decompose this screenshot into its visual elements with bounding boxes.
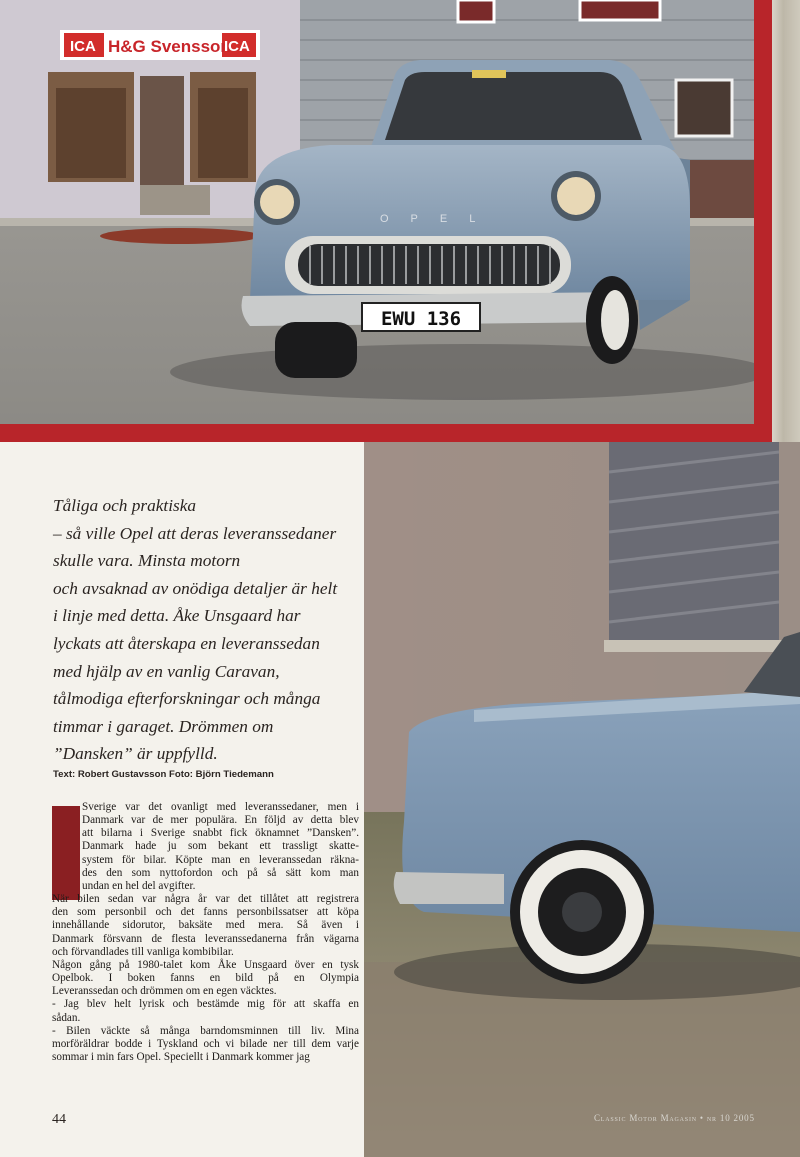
lead-line: i linje med detta. Åke Unsgaard har [53, 606, 301, 626]
body-line: Opelbok. I boken fanns en bild på en Olympia [52, 972, 359, 985]
shop-logo-left: ICA [70, 38, 96, 55]
body-line: Danmark var de mer populära. En följd av detta blev [82, 814, 359, 827]
byline: Text: Robert Gustavsson Foto: Björn Tiedemann [53, 769, 274, 780]
lead-line: och avsaknad av onödiga detaljer är helt [53, 578, 338, 598]
lead-line: tålmodiga efterforskningar och många [53, 689, 321, 709]
shop-logo-right: ICA [224, 38, 250, 55]
lead-line: Tåliga och praktiska [53, 496, 197, 515]
body-line: Leveranssedan och drömmen om en egen väcktes. [52, 985, 277, 998]
body-line: morföräldrar bodde i Tyskland och vi bilade ner till dem varje [52, 1037, 359, 1050]
lead-line: ”Dansken” är uppfylld. [53, 744, 218, 764]
body-line: Danmark försvann de flesta leveranssedanerna från vägarna [52, 932, 359, 945]
body-line: När bilen sedan var några år var det tillåtet att registrera [52, 893, 359, 906]
body-line: att bilarna i Sverige snabbt fick öknamnet ”Dansken”. [82, 827, 359, 840]
opel-badge: OPEL [380, 213, 498, 225]
body-line: sommar i min fars Opel. Speciellt i Danmark kommer jag [52, 1050, 310, 1063]
body-line: - Jag blev helt lyrisk och bestämde mig för att skaffa en [52, 998, 359, 1011]
body-line: Danmark hade ju som bekant ett trassligt skatte- [82, 840, 359, 853]
body-line: sådan. [52, 1011, 81, 1024]
lead-line: timmar i garaget. Drömmen om [53, 716, 274, 736]
bottom-photo [364, 442, 800, 1157]
lead-line: – så ville Opel att deras leveranssedaner [53, 523, 337, 543]
body-line: - Bilen väckte så många barndomsminnen till liv. Mina [52, 1024, 359, 1037]
shop-sign: H&G Svensson [108, 37, 231, 56]
license-plate: EWU 136 [380, 308, 462, 330]
top-photo [0, 0, 754, 424]
lead-line: lyckats att återskapa en leveranssedan [53, 633, 320, 653]
body-line: och förvandlades till vanliga kombibilar. [52, 945, 234, 958]
body-line: undan en hel del avgifter. [82, 879, 196, 892]
lead-line: skulle vara. Minsta motorn [53, 551, 241, 571]
body-line: den som personbil och det fanns personbilssatser att köpa [52, 906, 359, 919]
body-line: Någon gång på 1980-talet kom Åke Unsgaard över en tysk [52, 958, 359, 971]
body-line: system för bilar. Köpte man en leveranssedan räkna- [82, 853, 359, 866]
article-lead [53, 492, 353, 768]
car-street-scene [0, 0, 754, 424]
body-line: Sverige var det ovanligt med leveranssedaner, men i [82, 801, 359, 813]
car-motion-blur-scene [364, 442, 800, 1157]
body-line: innehållande sidorutor, baksäte med mera. Så även i [52, 919, 359, 932]
lead-line: med hjälp av en vanlig Caravan, [53, 661, 280, 681]
page-number: 44 [52, 1112, 66, 1127]
article-body [52, 801, 359, 1064]
body-line: des den som nyttofordon och på så sätt kom man [82, 866, 359, 879]
magazine-footer: Classic Motor Magasin • nr 10 2005 [594, 1113, 755, 1123]
